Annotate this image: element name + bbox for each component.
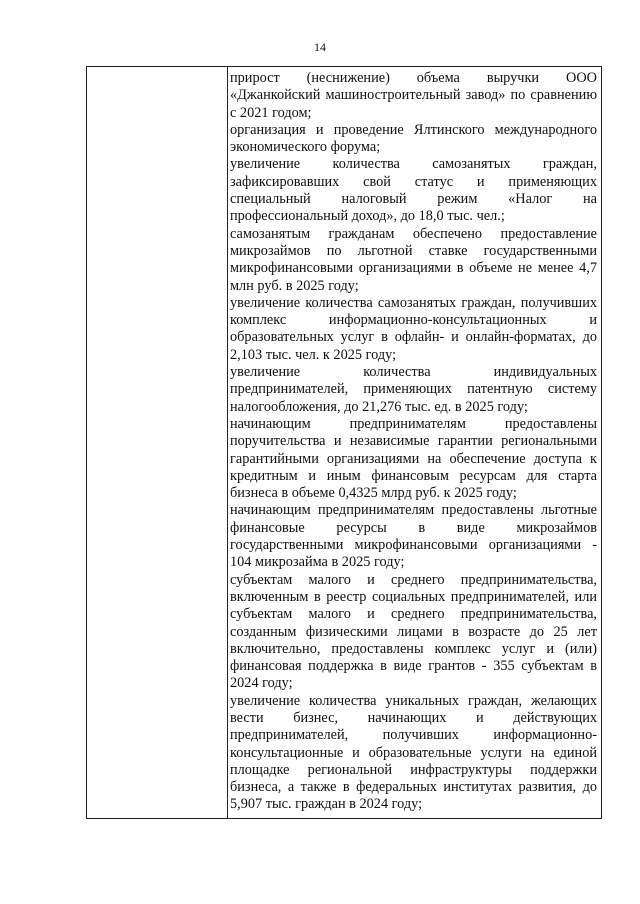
list-item-text: увеличение количества самозанятых граждан, зафиксировавших свой статус и применяющих специальный налоговый режим «Налог на профессиональный доход», до 18,0 тыс. чел.; <box>230 156 597 225</box>
list-item <box>230 70 597 122</box>
list-item <box>230 572 597 693</box>
list-item-text: увеличение количества индивидуальных предпринимателей, применяющих патентную систему налогообложения, до 21,276 тыс. ед. в 2025 году; <box>230 364 597 415</box>
list-item <box>230 502 597 571</box>
list-item-text: увеличение количества уникальных граждан, желающих вести бизнес, начинающих и действующих предпринимателей, получивших информационно-консультационные и образовательные услуги на единой площадке региональной инфраструктуры поддержки бизнеса, а также в федеральных институтах развития, до 5,907 тыс. граждан в 2024 году; <box>230 692 597 813</box>
list-item <box>230 416 597 502</box>
list-item <box>230 364 597 416</box>
document-table <box>86 66 602 819</box>
list-item <box>230 156 597 225</box>
list-item <box>230 122 597 157</box>
list-item-text: начинающим предпринимателям предоставлены льготные финансовые ресурсы в виде микрозаймов государственными микрофинансовыми организациями - 104 микрозайма в 2025 году; <box>230 502 597 571</box>
list-item <box>230 295 597 364</box>
list-item-text: начинающим предпринимателям предоставлены поручительства и независимые гарантии региональными гарантийными организациями на обеспечение доступа к кредитным и иным финансовым ресурсам для старта бизнеса в объеме 0,4325 млрд руб. к 2025 году; <box>230 415 597 502</box>
results-column <box>230 70 597 814</box>
page-number: 14 <box>314 40 326 54</box>
list-item-text: организация и проведение Ялтинского международного экономического форума; <box>230 121 597 156</box>
column-divider <box>227 67 228 818</box>
list-item <box>230 693 597 814</box>
list-item <box>230 226 597 295</box>
list-item-text: увеличение количества самозанятых граждан, получивших комплекс информационно-консультационных и образовательных услуг в офлайн- и онлайн-форматах, до 2,103 тыс. чел. к 2025 году; <box>230 294 597 363</box>
list-item-text: прирост (неснижение) объема выручки ООО «Джанкойский машиностроительный завод» по сравнению с 2021 годом; <box>230 70 597 121</box>
list-item-text: самозанятым гражданам обеспечено предоставление микрозаймов по льготной ставке государственными микрофинансовыми организациями в объеме не менее 4,7 млн руб. в 2025 году; <box>230 225 597 294</box>
list-item-text: субъектам малого и среднего предпринимательства, включенным в реестр социальных предпринимателей, или субъектам малого и среднего предпринимательства, созданным физическими лицами в возрасте до 25 лет включительно, предоставлены комплекс услуг и (или) финансовая поддержка в виде грантов - 355 субъектам в 2024 году; <box>230 571 597 692</box>
